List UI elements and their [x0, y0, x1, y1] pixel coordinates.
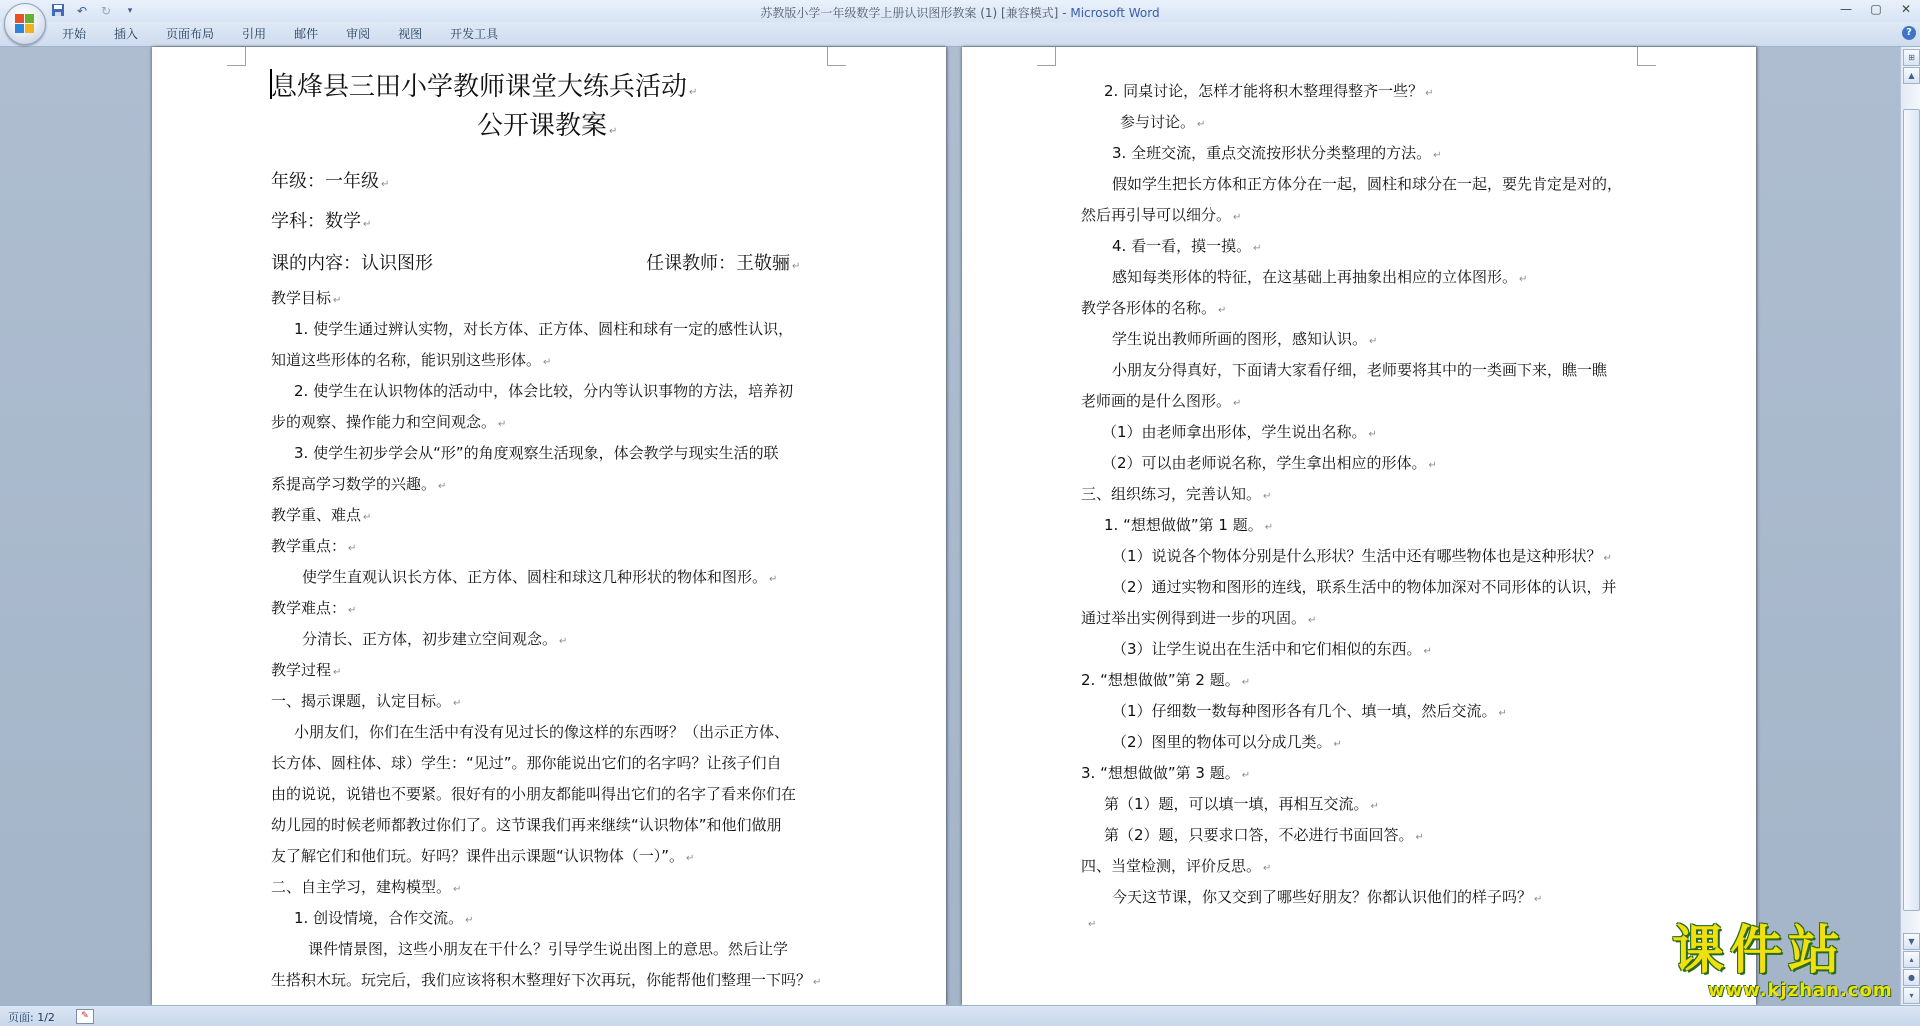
text-line: 今天这节课，你又交到了哪些好朋友？你都认识他们的样子吗？ ↵: [1112, 888, 1543, 906]
content-line: 课的内容：认识图形: [271, 253, 433, 274]
scroll-down-icon[interactable]: ▼: [1903, 933, 1920, 950]
tab-insert[interactable]: 插入: [114, 27, 139, 41]
document-workspace: [0, 47, 1900, 1005]
redo-icon[interactable]: ↻: [100, 4, 112, 18]
status-bar: [0, 1005, 1920, 1026]
text-line: 三、组织练习，完善认知。 ↵: [1081, 485, 1272, 503]
text-line: 二、自主学习，建构模型。 ↵: [271, 878, 462, 896]
window-title: [0, 4, 1920, 21]
text-line: 教学重、难点 ↵: [271, 506, 372, 524]
document-page-2[interactable]: [962, 47, 1756, 1005]
text-line: 教学难点： ↵: [271, 599, 357, 617]
help-icon[interactable]: ?: [1902, 26, 1916, 40]
text-line: 小朋友分得真好，下面请大家看仔细，老师要将其中的一类画下来，瞧一瞧: [1112, 361, 1608, 379]
text-line: 长方体、圆柱体、球）学生：“见过”。那你能说出它们的名字吗？让孩子们自: [271, 754, 782, 772]
text-line: 系提高学习数学的兴趣。 ↵: [271, 475, 447, 493]
margin-mark: [827, 47, 846, 66]
ribbon: [0, 22, 1920, 47]
margin-mark: [227, 47, 246, 66]
window-controls: [1838, 2, 1914, 16]
tab-view[interactable]: 视图: [398, 27, 423, 41]
watermark-url: www.kjzhan.com: [1708, 980, 1893, 1001]
text-line: 一、揭示课题，认定目标。 ↵: [271, 692, 462, 710]
text-line: （1）仔细数一数每种图形各有几个、填一填，然后交流。 ↵: [1112, 702, 1507, 720]
ribbon-tabs: [48, 25, 512, 43]
text-line: 课件情景图，这些小朋友在干什么？引导学生说出图上的意思。然后让学: [308, 940, 789, 958]
browse-object-icon[interactable]: ●: [1903, 969, 1920, 986]
text-line: 由的说说，说错也不要紧。很好有的小朋友都能叫得出它们的名字了看来你们在: [271, 785, 797, 803]
text-line: 3. “想想做做”第 3 题。 ↵: [1081, 764, 1251, 782]
text-line: 幼儿园的时候老师都教过你们了。这节课我们再来继续“认识物体”和他们做朋: [271, 816, 782, 834]
grade-line: 年级：一年级 ↵: [271, 171, 390, 192]
text-line: （1）由老师拿出形体，学生说出名称。 ↵: [1102, 423, 1377, 441]
page-indicator[interactable]: 页面: 1/2: [8, 1011, 55, 1024]
text-line: 教学目标 ↵: [271, 289, 342, 307]
office-logo-icon: [15, 14, 35, 34]
dropdown-icon[interactable]: ▾: [127, 6, 133, 16]
maximize-icon[interactable]: ▢: [1870, 2, 1882, 16]
text-line: 2. 使学生在认识物体的活动中，体会比较，分内等认识事物的方法，培养初: [294, 382, 794, 400]
text-line: （1）说说各个物体分别是什么形状？生活中还有哪些物体也是这种形状？ ↵: [1112, 547, 1612, 565]
scroll-up-icon[interactable]: ▲: [1903, 67, 1920, 84]
text-line: 学生说出教师所画的图形，感知认识。 ↵: [1112, 330, 1378, 348]
text-line: 通过举出实例得到进一步的巩固。 ↵: [1081, 609, 1317, 627]
text-line: 1. 使学生通过辨认实物，对长方体、正方体、圆柱和球有一定的感性认识，: [294, 320, 794, 338]
next-page-icon[interactable]: ▾: [1903, 987, 1920, 1004]
close-icon[interactable]: ✕: [1900, 2, 1912, 16]
text-line: 3. 使学生初步学会从“形”的角度观察生活现象，体会教学与现实生活的联: [294, 444, 779, 462]
text-line: 教学过程 ↵: [271, 661, 342, 679]
ruler-toggle-icon[interactable]: ⊞: [1903, 49, 1920, 66]
text-line: 分清长、正方体，初步建立空间观念。 ↵: [302, 630, 568, 648]
site-watermark: [1672, 922, 1902, 1010]
text-line: 友了解它们和他们玩。好吗？课件出示课题“认识物体（一）”。 ↵: [271, 847, 695, 865]
text-line: 然后再引导可以细分。 ↵: [1081, 206, 1242, 224]
teacher-line: 任课教师：王敬骊 ↵: [646, 253, 801, 274]
undo-icon[interactable]: ↶: [76, 4, 88, 18]
document-name: 苏教版小学一年级数学上册认识图形教案 (1) [兼容模式]: [760, 6, 1059, 20]
text-line: 步的观察、操作能力和空间观念。 ↵: [271, 413, 507, 431]
tab-review[interactable]: 审阅: [346, 27, 371, 41]
margin-mark: [1037, 47, 1056, 66]
title-bar: [0, 0, 1920, 23]
doc-title-line-1: 息烽县三田小学教师课堂大练兵活动 ↵: [271, 72, 698, 102]
text-line: 假如学生把长方体和正方体分在一起，圆柱和球分在一起，要先肯定是对的，: [1112, 175, 1623, 193]
tab-mailings[interactable]: 邮件: [294, 27, 319, 41]
text-line: 3. 全班交流，重点交流按形状分类整理的方法。 ↵: [1112, 144, 1442, 162]
document-page-1[interactable]: [152, 47, 946, 1005]
text-line: 小朋友们，你们在生活中有没有见过长的像这样的东西呀？（出示正方体、: [294, 723, 790, 741]
app-name: Microsoft Word: [1070, 6, 1160, 20]
scrollbar-thumb[interactable]: [1903, 109, 1920, 911]
title-separator: -: [1058, 6, 1071, 20]
text-line: 老师画的是什么图形。 ↵: [1081, 392, 1242, 410]
text-line: （2）通过实物和图形的连线，联系生活中的物体加深对不同形体的认识，并: [1112, 578, 1617, 596]
text-line: 第（1）题，可以填一填，再相互交流。 ↵: [1104, 795, 1379, 813]
subject-line: 学科：数学 ↵: [271, 211, 372, 232]
office-button[interactable]: [4, 3, 46, 45]
proofing-icon[interactable]: ✎: [76, 1009, 94, 1024]
text-line: 教学重点： ↵: [271, 537, 357, 555]
watermark-title: 课件站: [1672, 921, 1847, 981]
text-line: （3）让学生说出在生活中和它们相似的东西。 ↵: [1112, 640, 1432, 658]
text-line: 参与讨论。 ↵: [1120, 113, 1206, 131]
previous-page-icon[interactable]: ▴: [1903, 951, 1920, 968]
text-line: ↵: [1088, 919, 1097, 930]
margin-mark: [1637, 47, 1656, 66]
text-line: 1. 创设情境，合作交流。 ↵: [294, 909, 474, 927]
text-line: 感知每类形体的特征，在这基础上再抽象出相应的立体图形。 ↵: [1112, 268, 1528, 286]
tab-references[interactable]: 引用: [242, 27, 267, 41]
text-line: 1. “想想做做”第 1 题。 ↵: [1104, 516, 1274, 534]
tab-developer[interactable]: 开发工具: [450, 27, 499, 41]
text-line: 知道这些形体的名称，能识别这些形体。 ↵: [271, 351, 552, 369]
vertical-scrollbar[interactable]: [1900, 47, 1920, 1005]
text-line: （2）可以由老师说名称，学生拿出相应的形体。 ↵: [1102, 454, 1437, 472]
text-line: 2. “想想做做”第 2 题。 ↵: [1081, 671, 1251, 689]
text-line: 第（2）题，只要求口答，不必进行书面回答。 ↵: [1104, 826, 1424, 844]
tab-home[interactable]: 开始: [62, 27, 87, 41]
doc-title-line-2: 公开课教案 ↵: [477, 111, 618, 141]
text-line: 教学各形体的名称。 ↵: [1081, 299, 1227, 317]
text-line: 2. 同桌讨论，怎样才能将积木整理得整齐一些？ ↵: [1104, 82, 1434, 100]
text-line: 4. 看一看，摸一摸。 ↵: [1112, 237, 1262, 255]
tab-page-layout[interactable]: 页面布局: [166, 27, 215, 41]
minimize-icon[interactable]: —: [1840, 2, 1852, 16]
text-line: （2）图里的物体可以分成几类。 ↵: [1112, 733, 1342, 751]
text-line: 四、当堂检测，评价反思。 ↵: [1081, 857, 1272, 875]
text-line: 生搭积木玩。玩完后，我们应该将积木整理好下次再玩，你能帮他们整理一下吗？ ↵: [271, 971, 822, 989]
text-line: 使学生直观认识长方体、正方体、圆柱和球这几种形状的物体和图形。 ↵: [302, 568, 778, 586]
